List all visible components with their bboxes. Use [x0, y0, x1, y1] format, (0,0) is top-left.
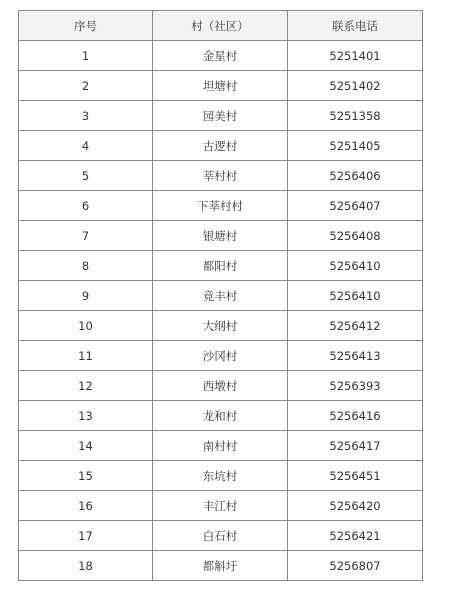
header-village: 村（社区）: [153, 11, 288, 41]
cell-phone: 5256412: [288, 311, 423, 341]
cell-phone: 5256393: [288, 371, 423, 401]
cell-village: 园美村: [153, 101, 288, 131]
cell-phone: 5256417: [288, 431, 423, 461]
cell-phone: 5251401: [288, 41, 423, 71]
cell-index: 7: [19, 221, 153, 251]
cell-village: 都斛圩: [153, 551, 288, 581]
cell-index: 16: [19, 491, 153, 521]
cell-phone: 5256807: [288, 551, 423, 581]
cell-village: 白石村: [153, 521, 288, 551]
cell-index: 2: [19, 71, 153, 101]
cell-village: 东坑村: [153, 461, 288, 491]
cell-index: 10: [19, 311, 153, 341]
cell-phone: 5251402: [288, 71, 423, 101]
cell-village: 金星村: [153, 41, 288, 71]
table-row: [19, 431, 423, 461]
cell-phone: 5256410: [288, 251, 423, 281]
cell-phone: 5256410: [288, 281, 423, 311]
table-row: [19, 551, 423, 581]
cell-index: 4: [19, 131, 153, 161]
cell-index: 1: [19, 41, 153, 71]
table-row: [19, 41, 423, 71]
table-row: [19, 101, 423, 131]
cell-index: 9: [19, 281, 153, 311]
cell-phone: 5256421: [288, 521, 423, 551]
table-body: [19, 41, 423, 581]
cell-index: 12: [19, 371, 153, 401]
table-row: [19, 71, 423, 101]
table-row: [19, 521, 423, 551]
cell-phone: 5256451: [288, 461, 423, 491]
table-header: [19, 11, 423, 41]
cell-index: 11: [19, 341, 153, 371]
cell-village: 大纲村: [153, 311, 288, 341]
table-row: [19, 191, 423, 221]
cell-village: 银塘村: [153, 221, 288, 251]
cell-village: 竞丰村: [153, 281, 288, 311]
cell-village: 古逻村: [153, 131, 288, 161]
cell-index: 14: [19, 431, 153, 461]
table-row: [19, 281, 423, 311]
cell-phone: 5251358: [288, 101, 423, 131]
cell-village: 莘村村: [153, 161, 288, 191]
cell-index: 8: [19, 251, 153, 281]
table-row: [19, 311, 423, 341]
cell-phone: 5256406: [288, 161, 423, 191]
contact-table: [18, 10, 423, 581]
header-row: [19, 11, 423, 41]
table-row: [19, 131, 423, 161]
cell-village: 西墩村: [153, 371, 288, 401]
cell-index: 17: [19, 521, 153, 551]
cell-village: 龙和村: [153, 401, 288, 431]
cell-index: 15: [19, 461, 153, 491]
table-row: [19, 461, 423, 491]
table-row: [19, 221, 423, 251]
cell-index: 18: [19, 551, 153, 581]
cell-village: 沙冈村: [153, 341, 288, 371]
table-row: [19, 371, 423, 401]
cell-phone: 5256420: [288, 491, 423, 521]
table-row: [19, 341, 423, 371]
cell-index: 5: [19, 161, 153, 191]
cell-index: 3: [19, 101, 153, 131]
header-index: 序号: [19, 11, 153, 41]
cell-village: 下莘村村: [153, 191, 288, 221]
table-row: [19, 161, 423, 191]
header-phone: 联系电话: [288, 11, 423, 41]
cell-village: 坦塘村: [153, 71, 288, 101]
cell-phone: 5256408: [288, 221, 423, 251]
cell-phone: 5256407: [288, 191, 423, 221]
cell-index: 6: [19, 191, 153, 221]
table-row: [19, 491, 423, 521]
table-row: [19, 401, 423, 431]
cell-index: 13: [19, 401, 153, 431]
cell-phone: 5256416: [288, 401, 423, 431]
cell-phone: 5251405: [288, 131, 423, 161]
cell-village: 丰江村: [153, 491, 288, 521]
cell-phone: 5256413: [288, 341, 423, 371]
table-row: [19, 251, 423, 281]
cell-village: 南村村: [153, 431, 288, 461]
cell-village: 都阳村: [153, 251, 288, 281]
